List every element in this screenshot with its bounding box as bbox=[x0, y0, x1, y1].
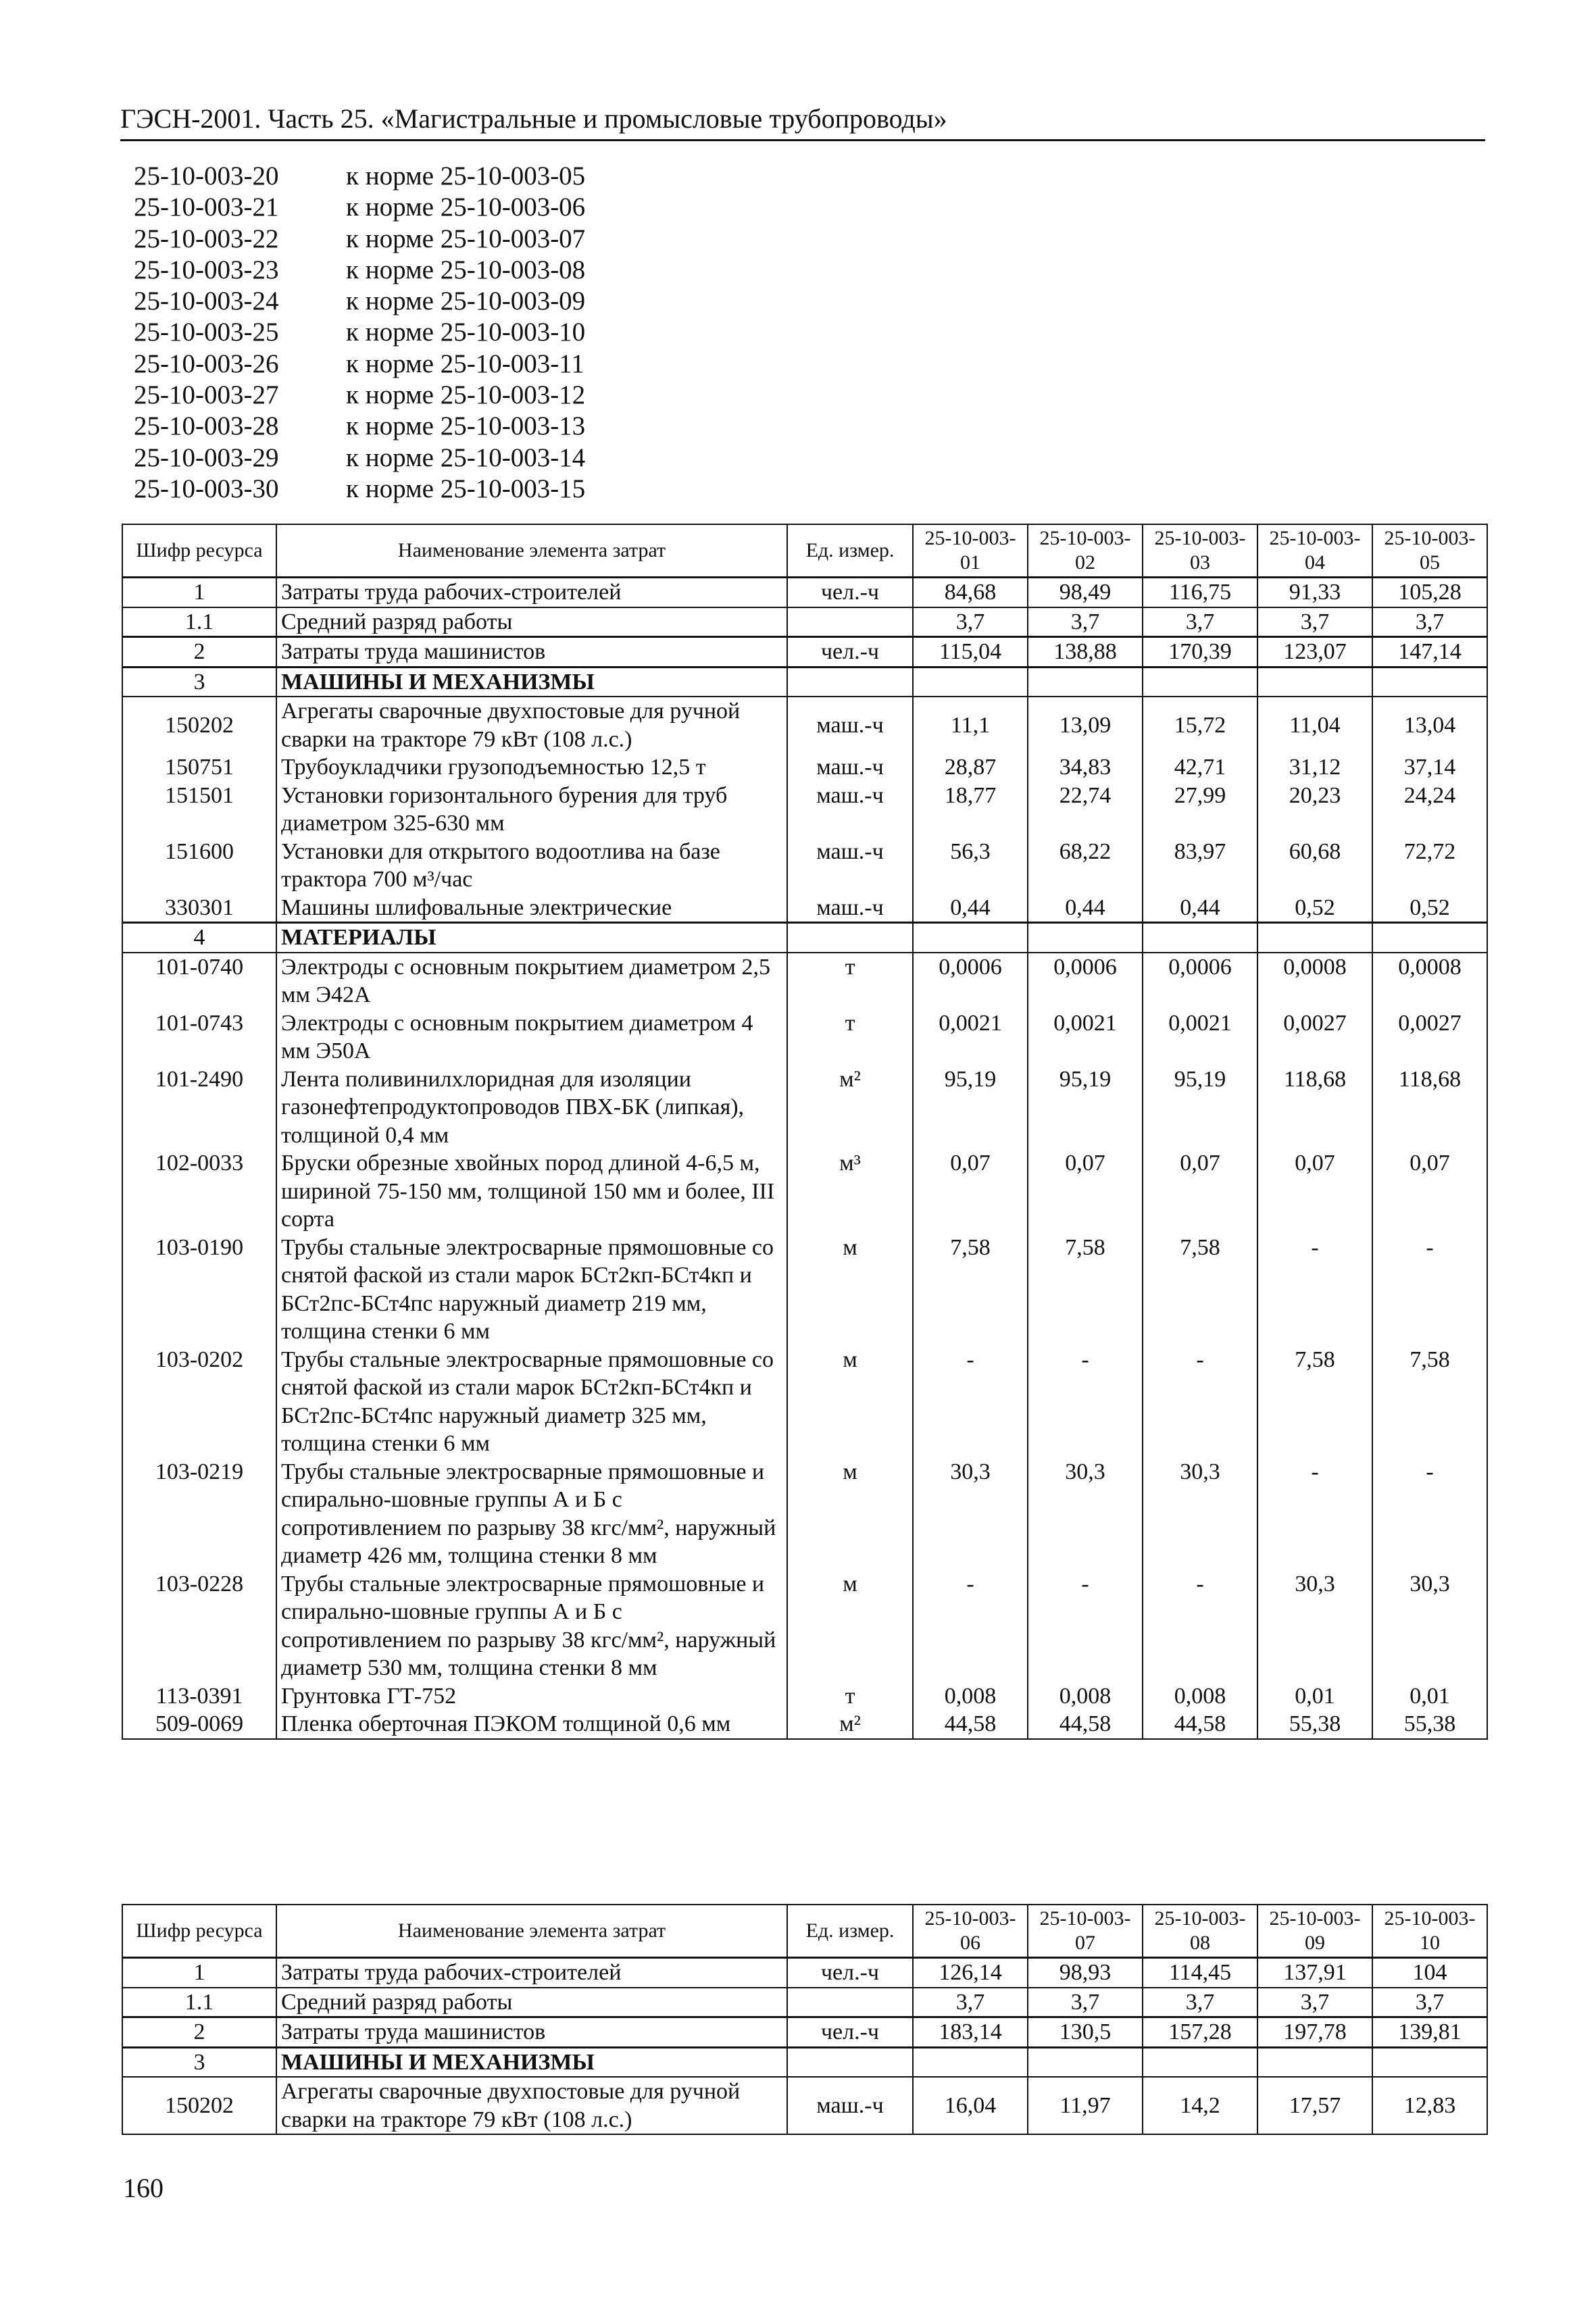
reference-code: 25-10-003-27 bbox=[134, 380, 279, 410]
value-cell: 27,99 bbox=[1143, 782, 1257, 838]
value-cell: 95,19 bbox=[1028, 1065, 1143, 1150]
value-cell: 0,07 bbox=[1257, 1149, 1372, 1234]
table-row bbox=[122, 1346, 1487, 1458]
value-cell: 0,52 bbox=[1372, 894, 1487, 923]
reference-target: к норме 25-10-003-06 bbox=[346, 193, 586, 222]
table-row bbox=[122, 667, 1487, 697]
value-cell: 55,38 bbox=[1372, 1710, 1487, 1739]
value-cell: 7,58 bbox=[1257, 1346, 1372, 1458]
value-cell: 3,7 bbox=[913, 607, 1028, 637]
value-cell: 17,57 bbox=[1257, 2077, 1372, 2134]
value-cell: 126,14 bbox=[913, 1958, 1028, 1988]
value-cell: 7,58 bbox=[913, 1234, 1028, 1346]
value-cell: 0,0008 bbox=[1257, 953, 1372, 1009]
value-cell: - bbox=[1028, 1346, 1143, 1458]
resource-code: 509-0069 bbox=[122, 1710, 276, 1739]
value-cell: 0,0008 bbox=[1372, 953, 1487, 1009]
page-number: 160 bbox=[123, 2173, 164, 2203]
value-cell: 72,72 bbox=[1372, 838, 1487, 894]
value-cell: 68,22 bbox=[1028, 838, 1143, 894]
column-header: Наименование элемента затрат bbox=[276, 1905, 787, 1958]
value-cell: 95,19 bbox=[1143, 1065, 1257, 1150]
value-cell: 3,7 bbox=[1028, 607, 1143, 637]
table-row bbox=[122, 1958, 1487, 1988]
value-cell: 0,0021 bbox=[1143, 1009, 1257, 1065]
resource-code: 113-0391 bbox=[122, 1682, 276, 1711]
resource-code: 101-2490 bbox=[122, 1065, 276, 1150]
resource-code: 151501 bbox=[122, 782, 276, 838]
value-cell: 15,72 bbox=[1143, 697, 1257, 753]
value-cell: 14,2 bbox=[1143, 2077, 1257, 2134]
value-cell: 12,83 bbox=[1372, 2077, 1487, 2134]
reference-code: 25-10-003-29 bbox=[134, 443, 279, 472]
value-cell: - bbox=[1028, 1570, 1143, 1682]
reference-target: к норме 25-10-003-12 bbox=[346, 380, 586, 410]
resource-code: 150202 bbox=[122, 2077, 276, 2134]
value-cell: 11,97 bbox=[1028, 2077, 1143, 2134]
cost-element-name: Затраты труда машинистов bbox=[276, 637, 787, 668]
reference-target: к норме 25-10-003-11 bbox=[346, 349, 584, 378]
column-header: Наименование элемента затрат bbox=[276, 524, 787, 578]
value-cell: 7,58 bbox=[1028, 1234, 1143, 1346]
reference-target: к норме 25-10-003-15 bbox=[346, 474, 586, 503]
column-header: 25-10-003-04 bbox=[1257, 524, 1372, 578]
value-cell: 30,3 bbox=[1372, 1570, 1487, 1682]
value-cell: 3,7 bbox=[1143, 1988, 1257, 2017]
value-cell: 157,28 bbox=[1143, 2017, 1257, 2048]
cost-element-name: Электроды с основным покрытием диаметром 4 мм Э50А bbox=[276, 1009, 787, 1065]
unit-cell: чел.-ч bbox=[787, 578, 913, 607]
column-header: 25-10-003-10 bbox=[1372, 1905, 1487, 1958]
table-row bbox=[122, 1149, 1487, 1234]
unit-cell bbox=[787, 667, 913, 697]
unit-cell: м² bbox=[787, 1065, 913, 1150]
value-cell: 16,04 bbox=[913, 2077, 1028, 2134]
value-cell: 123,07 bbox=[1257, 637, 1372, 668]
value-cell: 7,58 bbox=[1143, 1234, 1257, 1346]
cost-element-name: Электроды с основным покрытием диаметром 2,5 мм Э42А bbox=[276, 953, 787, 1009]
table-row bbox=[122, 894, 1487, 923]
cost-element-name: МАШИНЫ И МЕХАНИЗМЫ bbox=[276, 2047, 787, 2077]
value-cell: 0,0021 bbox=[913, 1009, 1028, 1065]
value-cell: 0,01 bbox=[1372, 1682, 1487, 1711]
value-cell: 104 bbox=[1372, 1958, 1487, 1988]
reference-target: к норме 25-10-003-13 bbox=[346, 411, 586, 441]
value-cell: 183,14 bbox=[913, 2017, 1028, 2048]
reference-target: к норме 25-10-003-05 bbox=[346, 161, 586, 191]
value-cell bbox=[1143, 2047, 1257, 2077]
unit-cell: м³ bbox=[787, 1149, 913, 1234]
table-row bbox=[122, 1682, 1487, 1711]
value-cell: 20,23 bbox=[1257, 782, 1372, 838]
value-cell: 95,19 bbox=[913, 1065, 1028, 1150]
cost-element-name: МАТЕРИАЛЫ bbox=[276, 923, 787, 953]
resource-code: 1.1 bbox=[122, 1988, 276, 2017]
value-cell: 91,33 bbox=[1257, 578, 1372, 607]
resource-code: 3 bbox=[122, 667, 276, 697]
table-row bbox=[122, 1988, 1487, 2017]
resource-code: 1.1 bbox=[122, 607, 276, 637]
value-cell: 147,14 bbox=[1372, 637, 1487, 668]
reference-target: к норме 25-10-003-09 bbox=[346, 286, 586, 316]
cost-element-name: Затраты труда рабочих-строителей bbox=[276, 578, 787, 607]
value-cell: 22,74 bbox=[1028, 782, 1143, 838]
value-cell bbox=[913, 2047, 1028, 2077]
value-cell: - bbox=[1372, 1458, 1487, 1570]
value-cell: 0,008 bbox=[1028, 1682, 1143, 1711]
page-header: ГЭСН-2001. Часть 25. «Магистральные и промысловые трубопроводы» bbox=[120, 101, 1485, 141]
value-cell bbox=[1257, 923, 1372, 953]
value-cell bbox=[913, 667, 1028, 697]
value-cell: 139,81 bbox=[1372, 2017, 1487, 2048]
cost-element-name: Установки для открытого водоотлива на базе трактора 700 м³/час bbox=[276, 838, 787, 894]
table-row bbox=[122, 607, 1487, 637]
value-cell: 0,008 bbox=[1143, 1682, 1257, 1711]
resource-code: 103-0190 bbox=[122, 1234, 276, 1346]
value-cell: 18,77 bbox=[913, 782, 1028, 838]
reference-row bbox=[134, 443, 585, 474]
resource-code: 4 bbox=[122, 923, 276, 953]
resource-code: 2 bbox=[122, 2017, 276, 2048]
table-row bbox=[122, 578, 1487, 607]
value-cell: 42,71 bbox=[1143, 753, 1257, 782]
unit-cell: маш.-ч bbox=[787, 2077, 913, 2134]
value-cell: - bbox=[913, 1570, 1028, 1682]
reference-list bbox=[134, 161, 585, 505]
cost-element-name: Трубы стальные электросварные прямошовные и спирально-шовные группы А и Б с сопротивлением по разрыву 38 кгс/мм², наружный диаметр 530 мм, толщина стенки 8 мм bbox=[276, 1570, 787, 1682]
value-cell: 30,3 bbox=[1028, 1458, 1143, 1570]
resource-code: 150751 bbox=[122, 753, 276, 782]
unit-cell: маш.-ч bbox=[787, 782, 913, 838]
column-header: 25-10-003-07 bbox=[1028, 1905, 1143, 1958]
unit-cell: м bbox=[787, 1346, 913, 1458]
resource-code: 102-0033 bbox=[122, 1149, 276, 1234]
value-cell: 0,44 bbox=[913, 894, 1028, 923]
value-cell: 0,01 bbox=[1257, 1682, 1372, 1711]
value-cell: 0,0006 bbox=[913, 953, 1028, 1009]
unit-cell: м bbox=[787, 1234, 913, 1346]
value-cell: 60,68 bbox=[1257, 838, 1372, 894]
resource-code: 3 bbox=[122, 2047, 276, 2077]
value-cell: 34,83 bbox=[1028, 753, 1143, 782]
value-cell: 30,3 bbox=[913, 1458, 1028, 1570]
resource-code: 330301 bbox=[122, 894, 276, 923]
table-row bbox=[122, 1710, 1487, 1739]
cost-element-name: Бруски обрезные хвойных пород длиной 4-6,5 м, шириной 75-150 мм, толщиной 150 мм и более, III сорта bbox=[276, 1149, 787, 1234]
table-header-row bbox=[122, 524, 1487, 578]
reference-target: к норме 25-10-003-10 bbox=[346, 318, 586, 347]
value-cell: 118,68 bbox=[1372, 1065, 1487, 1150]
column-header: 25-10-003-06 bbox=[913, 1905, 1028, 1958]
value-cell: 130,5 bbox=[1028, 2017, 1143, 2048]
value-cell: 98,93 bbox=[1028, 1958, 1143, 1988]
value-cell: 3,7 bbox=[913, 1988, 1028, 2017]
value-cell: 83,97 bbox=[1143, 838, 1257, 894]
cost-element-name: Трубоукладчики грузоподъемностью 12,5 т bbox=[276, 753, 787, 782]
value-cell bbox=[1028, 667, 1143, 697]
reference-code: 25-10-003-23 bbox=[134, 255, 279, 284]
value-cell: 0,0027 bbox=[1372, 1009, 1487, 1065]
value-cell: 13,09 bbox=[1028, 697, 1143, 753]
reference-code: 25-10-003-20 bbox=[134, 161, 279, 191]
reference-row bbox=[134, 161, 585, 192]
resource-code: 2 bbox=[122, 637, 276, 668]
reference-target: к норме 25-10-003-07 bbox=[346, 224, 586, 253]
column-header: Шифр ресурса bbox=[122, 1905, 276, 1958]
resource-code: 103-0228 bbox=[122, 1570, 276, 1682]
cost-element-name: Затраты труда рабочих-строителей bbox=[276, 1958, 787, 1988]
value-cell: 24,24 bbox=[1372, 782, 1487, 838]
reference-code: 25-10-003-24 bbox=[134, 286, 279, 316]
value-cell: 0,07 bbox=[1372, 1149, 1487, 1234]
resource-code: 103-0202 bbox=[122, 1346, 276, 1458]
table-row bbox=[122, 1234, 1487, 1346]
table-row bbox=[122, 923, 1487, 953]
value-cell: - bbox=[1143, 1570, 1257, 1682]
value-cell: 105,28 bbox=[1372, 578, 1487, 607]
table-row bbox=[122, 953, 1487, 1009]
reference-target: к норме 25-10-003-08 bbox=[346, 255, 586, 284]
cost-element-name: МАШИНЫ И МЕХАНИЗМЫ bbox=[276, 667, 787, 697]
value-cell: 98,49 bbox=[1028, 578, 1143, 607]
value-cell: 0,44 bbox=[1143, 894, 1257, 923]
value-cell: 44,58 bbox=[1143, 1710, 1257, 1739]
cost-element-name: Лента поливинилхлоридная для изоляции газонефтепродуктопроводов ПВХ-БК (липкая), толщиной 0,4 мм bbox=[276, 1065, 787, 1150]
unit-cell bbox=[787, 923, 913, 953]
column-header: 25-10-003-01 bbox=[913, 524, 1028, 578]
unit-cell: чел.-ч bbox=[787, 1958, 913, 1988]
reference-row bbox=[134, 474, 585, 505]
cost-element-name: Машины шлифовальные электрические bbox=[276, 894, 787, 923]
value-cell: 0,0021 bbox=[1028, 1009, 1143, 1065]
reference-code: 25-10-003-28 bbox=[134, 411, 279, 441]
reference-code: 25-10-003-26 bbox=[134, 349, 279, 378]
unit-cell bbox=[787, 607, 913, 637]
value-cell: 7,58 bbox=[1372, 1346, 1487, 1458]
resource-code: 101-0743 bbox=[122, 1009, 276, 1065]
value-cell: 0,52 bbox=[1257, 894, 1372, 923]
reference-code: 25-10-003-30 bbox=[134, 474, 279, 503]
cost-element-name: Средний разряд работы bbox=[276, 607, 787, 637]
unit-cell: т bbox=[787, 953, 913, 1009]
column-header: Шифр ресурса bbox=[122, 524, 276, 578]
table-row bbox=[122, 753, 1487, 782]
resource-code: 101-0740 bbox=[122, 953, 276, 1009]
value-cell: 55,38 bbox=[1257, 1710, 1372, 1739]
value-cell: 84,68 bbox=[913, 578, 1028, 607]
value-cell: 37,14 bbox=[1372, 753, 1487, 782]
value-cell: 11,1 bbox=[913, 697, 1028, 753]
value-cell: 116,75 bbox=[1143, 578, 1257, 607]
table-row bbox=[122, 2077, 1487, 2134]
value-cell: 137,91 bbox=[1257, 1958, 1372, 1988]
table-row bbox=[122, 637, 1487, 668]
unit-cell: т bbox=[787, 1682, 913, 1711]
cost-element-name: Средний разряд работы bbox=[276, 1988, 787, 2017]
reference-row bbox=[134, 349, 585, 380]
cost-element-name: Агрегаты сварочные двухпостовые для ручной сварки на тракторе 79 кВт (108 л.с.) bbox=[276, 2077, 787, 2134]
value-cell: - bbox=[1257, 1458, 1372, 1570]
cost-element-name: Трубы стальные электросварные прямошовные со снятой фаской из стали марок БСт2кп-БСт4кп и БСт2пс-БСт4пс наружный диаметр 219 мм, толщина стенки 6 мм bbox=[276, 1234, 787, 1346]
unit-cell: т bbox=[787, 1009, 913, 1065]
value-cell: 0,44 bbox=[1028, 894, 1143, 923]
value-cell: - bbox=[1372, 1234, 1487, 1346]
table-row bbox=[122, 2047, 1487, 2077]
value-cell: 44,58 bbox=[1028, 1710, 1143, 1739]
unit-cell: чел.-ч bbox=[787, 2017, 913, 2048]
value-cell bbox=[913, 923, 1028, 953]
cost-element-name: Установки горизонтального бурения для труб диаметром 325-630 мм bbox=[276, 782, 787, 838]
value-cell: 0,0027 bbox=[1257, 1009, 1372, 1065]
value-cell: 115,04 bbox=[913, 637, 1028, 668]
resource-code: 1 bbox=[122, 578, 276, 607]
value-cell: 0,07 bbox=[1143, 1149, 1257, 1234]
cost-element-name: Затраты труда машинистов bbox=[276, 2017, 787, 2048]
value-cell bbox=[1028, 2047, 1143, 2077]
table-row bbox=[122, 1458, 1487, 1570]
value-cell: 28,87 bbox=[913, 753, 1028, 782]
table-row bbox=[122, 1009, 1487, 1065]
reference-row bbox=[134, 286, 585, 317]
resource-code: 150202 bbox=[122, 697, 276, 753]
column-header: Ед. измер. bbox=[787, 1905, 913, 1958]
cost-element-name: Грунтовка ГТ-752 bbox=[276, 1682, 787, 1711]
cost-element-name: Пленка оберточная ПЭКОМ толщиной 0,6 мм bbox=[276, 1710, 787, 1739]
reference-code: 25-10-003-22 bbox=[134, 224, 279, 253]
cost-element-name: Агрегаты сварочные двухпостовые для ручной сварки на тракторе 79 кВт (108 л.с.) bbox=[276, 697, 787, 753]
column-header: 25-10-003-05 bbox=[1372, 524, 1487, 578]
resource-code: 151600 bbox=[122, 838, 276, 894]
unit-cell bbox=[787, 1988, 913, 2017]
unit-cell: маш.-ч bbox=[787, 697, 913, 753]
unit-cell: маш.-ч bbox=[787, 838, 913, 894]
table-row bbox=[122, 782, 1487, 838]
unit-cell: м² bbox=[787, 1710, 913, 1739]
unit-cell: маш.-ч bbox=[787, 753, 913, 782]
column-header: 25-10-003-09 bbox=[1257, 1905, 1372, 1958]
resource-table-2 bbox=[122, 1904, 1488, 2135]
column-header: 25-10-003-02 bbox=[1028, 524, 1143, 578]
value-cell: 3,7 bbox=[1143, 607, 1257, 637]
value-cell: - bbox=[1143, 1346, 1257, 1458]
unit-cell bbox=[787, 2047, 913, 2077]
value-cell: - bbox=[1257, 1234, 1372, 1346]
value-cell: 13,04 bbox=[1372, 697, 1487, 753]
reference-row bbox=[134, 255, 585, 286]
reference-row bbox=[134, 317, 585, 348]
unit-cell: маш.-ч bbox=[787, 894, 913, 923]
value-cell: 0,07 bbox=[1028, 1149, 1143, 1234]
value-cell: 170,39 bbox=[1143, 637, 1257, 668]
table-row bbox=[122, 2017, 1487, 2048]
value-cell bbox=[1143, 667, 1257, 697]
reference-row bbox=[134, 224, 585, 255]
value-cell: 30,3 bbox=[1257, 1570, 1372, 1682]
value-cell: 0,0006 bbox=[1143, 953, 1257, 1009]
value-cell: 56,3 bbox=[913, 838, 1028, 894]
value-cell: 31,12 bbox=[1257, 753, 1372, 782]
table-row bbox=[122, 838, 1487, 894]
value-cell bbox=[1372, 923, 1487, 953]
value-cell: 0,0006 bbox=[1028, 953, 1143, 1009]
value-cell bbox=[1257, 667, 1372, 697]
unit-cell: м bbox=[787, 1570, 913, 1682]
value-cell: 30,3 bbox=[1143, 1458, 1257, 1570]
resource-code: 103-0219 bbox=[122, 1458, 276, 1570]
reference-target: к норме 25-10-003-14 bbox=[346, 443, 586, 472]
value-cell: 3,7 bbox=[1257, 607, 1372, 637]
unit-cell: м bbox=[787, 1458, 913, 1570]
value-cell: 44,58 bbox=[913, 1710, 1028, 1739]
value-cell bbox=[1257, 2047, 1372, 2077]
value-cell: 3,7 bbox=[1257, 1988, 1372, 2017]
cost-element-name: Трубы стальные электросварные прямошовные и спирально-шовные группы А и Б с сопротивлением по разрыву 38 кгс/мм², наружный диаметр 426 мм, толщина стенки 8 мм bbox=[276, 1458, 787, 1570]
column-header: Ед. измер. bbox=[787, 524, 913, 578]
value-cell: - bbox=[913, 1346, 1028, 1458]
value-cell: 197,78 bbox=[1257, 2017, 1372, 2048]
table-row bbox=[122, 1570, 1487, 1682]
table-header-row bbox=[122, 1905, 1487, 1958]
value-cell bbox=[1028, 923, 1143, 953]
reference-row bbox=[134, 411, 585, 442]
reference-row bbox=[134, 380, 585, 411]
reference-code: 25-10-003-25 bbox=[134, 318, 279, 347]
resource-table-1 bbox=[122, 524, 1488, 1740]
value-cell: 3,7 bbox=[1372, 607, 1487, 637]
value-cell bbox=[1372, 667, 1487, 697]
value-cell: 118,68 bbox=[1257, 1065, 1372, 1150]
value-cell: 114,45 bbox=[1143, 1958, 1257, 1988]
value-cell: 11,04 bbox=[1257, 697, 1372, 753]
reference-row bbox=[134, 192, 585, 223]
unit-cell: чел.-ч bbox=[787, 637, 913, 668]
value-cell: 0,008 bbox=[913, 1682, 1028, 1711]
resource-code: 1 bbox=[122, 1958, 276, 1988]
value-cell bbox=[1143, 923, 1257, 953]
column-header: 25-10-003-08 bbox=[1143, 1905, 1257, 1958]
value-cell: 0,07 bbox=[913, 1149, 1028, 1234]
value-cell bbox=[1372, 2047, 1487, 2077]
table-row bbox=[122, 1065, 1487, 1150]
value-cell: 3,7 bbox=[1028, 1988, 1143, 2017]
cost-element-name: Трубы стальные электросварные прямошовные со снятой фаской из стали марок БСт2кп-БСт4кп и БСт2пс-БСт4пс наружный диаметр 325 мм, толщина стенки 6 мм bbox=[276, 1346, 787, 1458]
value-cell: 138,88 bbox=[1028, 637, 1143, 668]
reference-code: 25-10-003-21 bbox=[134, 193, 279, 222]
table-row bbox=[122, 697, 1487, 753]
column-header: 25-10-003-03 bbox=[1143, 524, 1257, 578]
value-cell: 3,7 bbox=[1372, 1988, 1487, 2017]
